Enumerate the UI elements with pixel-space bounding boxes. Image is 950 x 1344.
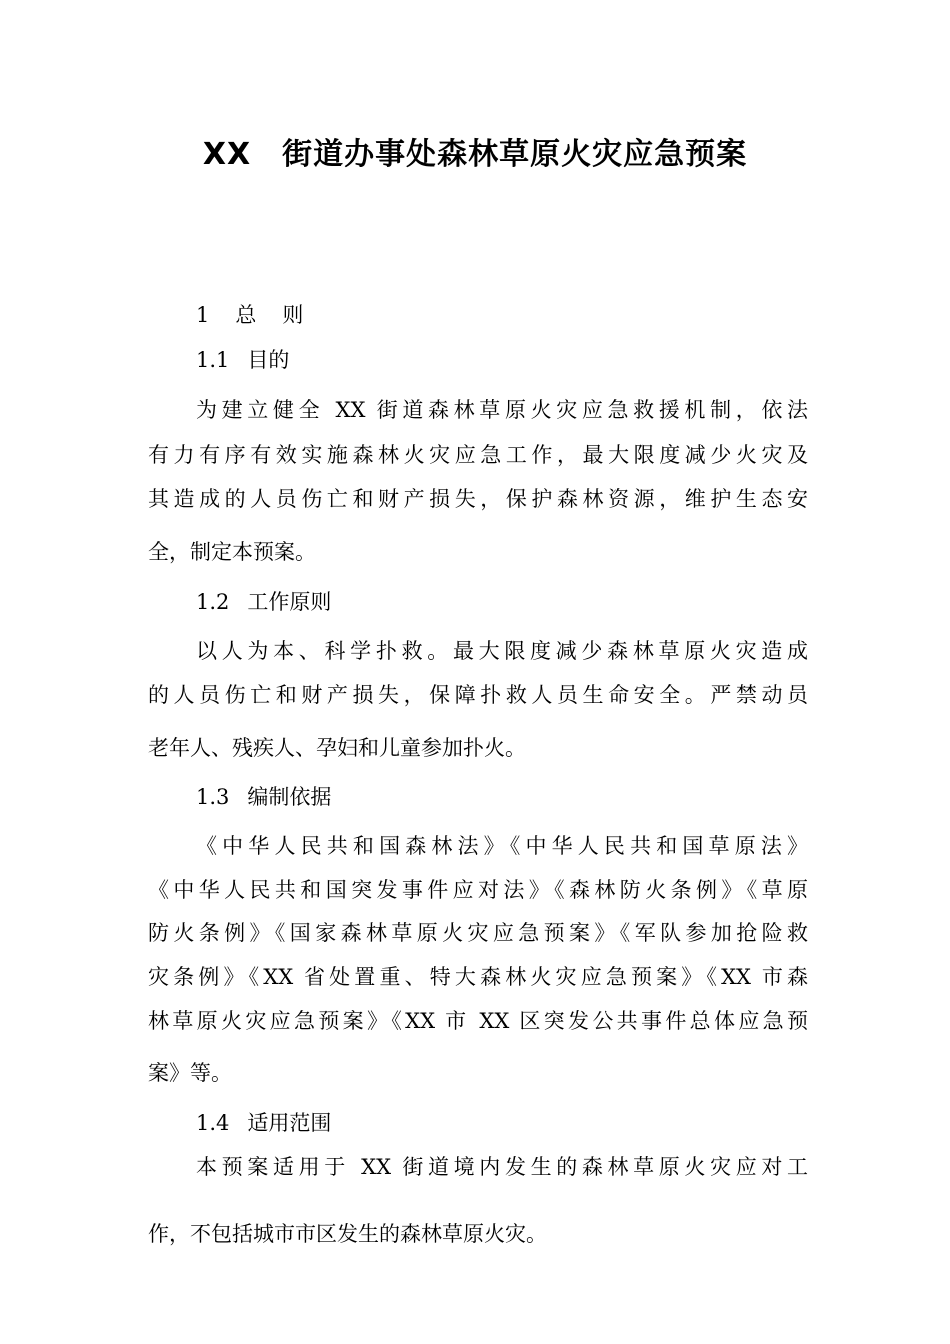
document-title: XX 街道办事处森林草原火灾应急预案 bbox=[202, 137, 748, 172]
subsection-heading-basis bbox=[196, 782, 331, 812]
paragraph-line: 全，制定本预案。 bbox=[148, 540, 316, 564]
subsection-heading-purpose bbox=[196, 345, 289, 375]
paragraph-line: 的人员伤亡和财产损失，保障扑救人员生命安全。严禁动员 bbox=[148, 683, 808, 707]
subsection-title: 适用范围 bbox=[247, 1111, 332, 1135]
paragraph-line: 灾条例》《XX 省处置重、特大森林火灾应急预案》《XX 市森 bbox=[148, 965, 808, 989]
section-title: 总则 bbox=[235, 303, 330, 327]
paragraph-line: 作，不包括城市市区发生的森林草原火灾。 bbox=[148, 1222, 547, 1246]
paragraph-line: 为建立健全 XX 街道森林草原火灾应急救援机制，依法 bbox=[196, 398, 808, 422]
subsection-heading-principles bbox=[196, 587, 331, 617]
paragraph-line: 其造成的人员伤亡和财产损失，保护森林资源，维护生态安 bbox=[148, 487, 808, 511]
paragraph-line: 本预案适用于 XX 街道境内发生的森林草原火灾应对工 bbox=[196, 1155, 808, 1179]
paragraph-line: 《中华人民共和国突发事件应对法》《森林防火条例》《草原 bbox=[148, 878, 808, 902]
subsection-number: 1.2 bbox=[196, 590, 230, 614]
paragraph-line: 林草原火灾应急预案》《XX 市 XX 区突发公共事件总体应急预 bbox=[148, 1009, 808, 1033]
subsection-number: 1.4 bbox=[196, 1111, 230, 1135]
subsection-heading-scope bbox=[196, 1108, 331, 1138]
paragraph-line: 老年人、残疾人、孕妇和儿童参加扑火。 bbox=[148, 736, 526, 760]
subsection-number: 1.3 bbox=[196, 785, 230, 809]
paragraph-line: 防火条例》《国家森林草原火灾应急预案》《军队参加抢险救 bbox=[148, 921, 808, 945]
paragraph-line: 以人为本、科学扑救。最大限度减少森林草原火灾造成 bbox=[196, 639, 808, 663]
subsection-number: 1.1 bbox=[196, 348, 230, 372]
paragraph-line: 有力有序有效实施森林火灾应急工作，最大限度减少火灾及 bbox=[148, 443, 808, 467]
subsection-title: 目的 bbox=[247, 348, 290, 372]
subsection-title: 编制依据 bbox=[247, 785, 332, 809]
subsection-title: 工作原则 bbox=[247, 590, 332, 614]
paragraph-line: 案》等。 bbox=[148, 1061, 232, 1085]
section-number: 1 bbox=[196, 303, 210, 327]
section-heading-general bbox=[196, 300, 329, 330]
paragraph-line: 《中华人民共和国森林法》《中华人民共和国草原法》 bbox=[196, 834, 808, 858]
